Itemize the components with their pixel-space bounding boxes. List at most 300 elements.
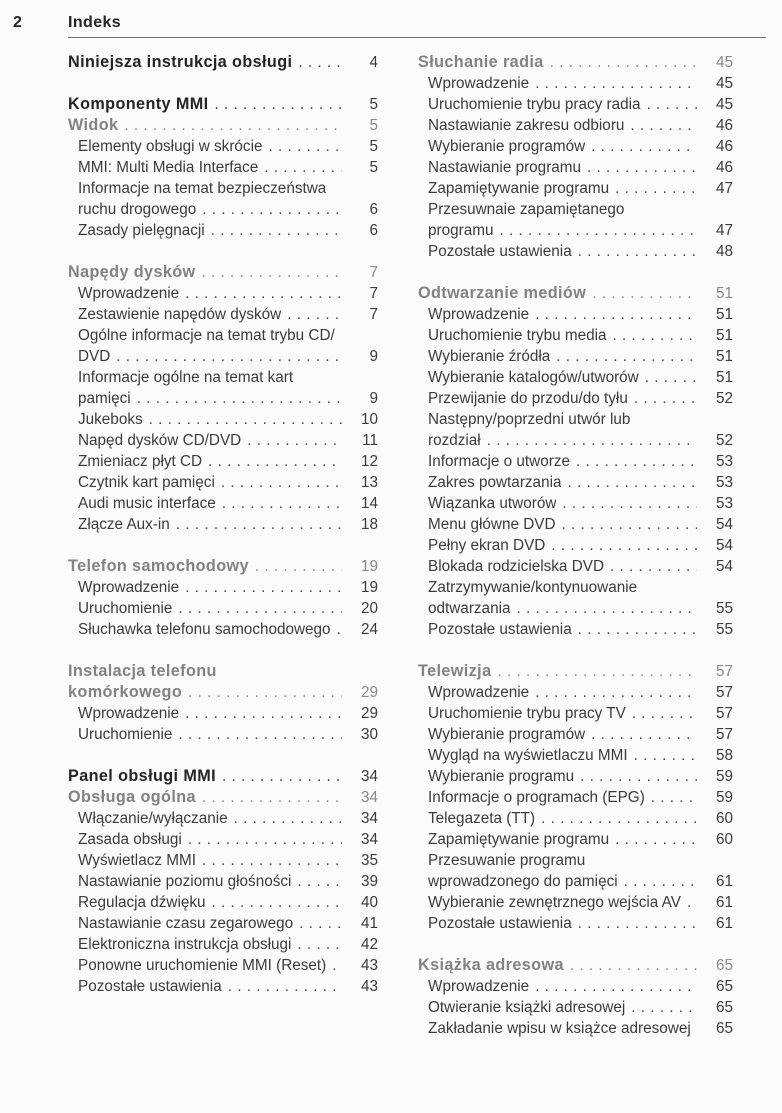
toc-entry-title: Ponowne uruchomienie MMI (Reset) (78, 957, 327, 974)
dot-leader (634, 388, 697, 409)
toc-page-number: 29 (360, 684, 378, 701)
toc-entry-title: Włączanie/wyłączanie (78, 810, 228, 827)
dot-leader (634, 745, 697, 766)
toc-entry-title: Uruchomienie (78, 600, 173, 617)
toc-page-number: 46 (715, 159, 733, 176)
toc-entry (418, 703, 733, 724)
toc-entry-title: Następny/poprzedni utwór lub (428, 411, 631, 428)
toc-page-number: 30 (360, 726, 378, 743)
toc-entry (68, 493, 378, 514)
dot-leader (299, 913, 342, 934)
toc-page-number: 18 (360, 516, 378, 533)
dot-leader (149, 409, 342, 430)
toc-entry-title: Wprowadzenie (428, 306, 530, 323)
toc-entry-title: Odtwarzanie mediów (418, 284, 587, 302)
toc-entry (418, 1018, 733, 1039)
toc-page-number: 52 (715, 432, 733, 449)
toc-entry (68, 178, 378, 199)
toc-entry (68, 598, 378, 619)
toc-entry (418, 367, 733, 388)
dot-leader (211, 220, 342, 241)
toc-entry (418, 346, 733, 367)
dot-leader (578, 913, 697, 934)
toc-entry (68, 409, 378, 430)
dot-leader (535, 73, 697, 94)
dot-leader (562, 514, 697, 535)
dot-leader (185, 703, 342, 724)
toc-page-number: 20 (360, 600, 378, 617)
toc-entry (68, 304, 378, 325)
toc-entry (418, 451, 733, 472)
toc-entry-title: DVD (78, 348, 111, 365)
dot-leader (228, 976, 342, 997)
toc-page-number: 45 (715, 75, 733, 92)
toc-entry (418, 577, 733, 598)
toc-page-number: 5 (369, 159, 378, 176)
dot-leader (613, 325, 697, 346)
toc-entry-title: Nastawianie czasu zegarowego (78, 915, 294, 932)
toc-entry (418, 178, 733, 199)
toc-page-number: 47 (715, 222, 733, 239)
toc-entry (418, 766, 733, 787)
toc-page-number: 53 (715, 453, 733, 470)
toc-page-number: 54 (715, 516, 733, 533)
toc-entry-title: Panel obsługi MMI (68, 767, 216, 785)
dot-leader (202, 850, 342, 871)
toc-page-number: 40 (360, 894, 378, 911)
toc-page-number: 55 (715, 600, 733, 617)
toc-entry (68, 283, 378, 304)
dot-leader (116, 346, 342, 367)
toc-page-number: 57 (715, 663, 733, 680)
toc-entry (68, 577, 378, 598)
toc-entry-title: Przesuwanie programu (428, 852, 586, 869)
toc-entry-title: Ogólne informacje na temat trybu CD/ (78, 327, 335, 344)
toc-page-number: 42 (360, 936, 378, 953)
toc-column-right (418, 52, 733, 1039)
toc-page-number: 10 (360, 411, 378, 428)
dot-leader (269, 136, 343, 157)
toc-page-number: 53 (715, 474, 733, 491)
toc-entry-title: Czytnik kart pamięci (78, 474, 215, 491)
toc-entry-title: Zakres powtarzania (428, 474, 562, 491)
toc-entry (68, 892, 378, 913)
toc-page-number: 51 (715, 285, 733, 302)
page-title: Indeks (68, 14, 122, 31)
toc-entry (68, 955, 378, 976)
toc-entry (68, 808, 378, 829)
dot-leader (578, 619, 697, 640)
toc-entry (418, 430, 733, 451)
toc-entry (418, 283, 733, 304)
toc-page-number: 7 (369, 306, 378, 323)
toc-page-number: 5 (369, 96, 378, 113)
toc-entry-title: Wybieranie katalogów/utworów (428, 369, 639, 386)
toc-entry (418, 73, 733, 94)
dot-leader (297, 934, 342, 955)
toc-entry-title: Blokada rodzicielska DVD (428, 558, 604, 575)
dot-leader (535, 304, 697, 325)
toc-entry-title: Napęd dysków CD/DVD (78, 432, 242, 449)
toc-page-number: 43 (360, 957, 378, 974)
toc-entry-title: Zasady pielęgnacji (78, 222, 205, 239)
toc-entry (68, 766, 378, 787)
toc-entry (418, 892, 733, 913)
toc-entry (68, 829, 378, 850)
dot-leader (208, 451, 342, 472)
toc-page-number: 51 (715, 306, 733, 323)
toc-entry (418, 472, 733, 493)
toc-entry-title: Widok (68, 116, 119, 134)
toc-page-number: 65 (715, 999, 733, 1016)
dot-leader (556, 346, 697, 367)
toc-entry-title: Zapamiętywanie programu (428, 180, 610, 197)
toc-entry (418, 871, 733, 892)
toc-page-number: 43 (360, 978, 378, 995)
dot-leader (487, 430, 697, 451)
toc-page-number: 65 (715, 957, 733, 974)
toc-entry-title: Informacje o utworze (428, 453, 570, 470)
dot-leader (562, 493, 697, 514)
toc-entry (418, 829, 733, 850)
toc-page-number: 19 (360, 579, 378, 596)
toc-entry-title: Pozostałe ustawienia (428, 621, 572, 638)
toc-page-number: 48 (715, 243, 733, 260)
dot-leader (332, 955, 342, 976)
toc-page-number: 54 (715, 558, 733, 575)
toc-entry (418, 556, 733, 577)
toc-entry-title: ruchu drogowego (78, 201, 197, 218)
toc-page-number: 41 (360, 915, 378, 932)
toc-entry-title: MMI: Multi Media Interface (78, 159, 259, 176)
dot-leader (124, 115, 342, 136)
dot-leader (176, 514, 342, 535)
toc-entry (68, 661, 378, 682)
toc-page-number: 9 (369, 348, 378, 365)
dot-leader (264, 157, 342, 178)
toc-entry-title: Wprowadzenie (78, 705, 180, 722)
toc-entry-title: Wybieranie programu (428, 768, 575, 785)
toc-page-number: 7 (369, 264, 378, 281)
dot-leader (298, 52, 342, 73)
toc-page-number: 60 (715, 810, 733, 827)
dot-leader (222, 766, 342, 787)
dot-leader (687, 892, 697, 913)
toc-page-number: 51 (715, 369, 733, 386)
toc-entry-title: Elementy obsługi w skrócie (78, 138, 263, 155)
toc-entry-title: Uruchomienie trybu pracy TV (428, 705, 626, 722)
toc-page-number: 65 (715, 978, 733, 995)
dot-leader (516, 598, 697, 619)
toc-page-number: 53 (715, 495, 733, 512)
dot-leader (212, 892, 342, 913)
toc-page-number: 61 (715, 915, 733, 932)
toc-entry-title: Zakładanie wpisu w książce adresowej (428, 1020, 691, 1037)
toc-entry (68, 787, 378, 808)
dot-leader (535, 682, 697, 703)
toc-entry-title: Wybieranie źródła (428, 348, 551, 365)
toc-entry-title: Telefon samochodowy (68, 557, 249, 575)
toc-entry-title: wprowadzonego do pamięci (428, 873, 618, 890)
toc-entry (68, 325, 378, 346)
toc-page-number: 59 (715, 789, 733, 806)
toc-entry-title: Zapamiętywanie programu (428, 831, 610, 848)
dot-leader (591, 724, 697, 745)
dot-leader (570, 955, 697, 976)
dot-leader (178, 598, 342, 619)
toc-page-number: 46 (715, 138, 733, 155)
toc-entry-title: Nastawianie poziomu głośności (78, 873, 292, 890)
toc-entry (418, 976, 733, 997)
header-divider (68, 37, 766, 38)
toc-entry-title: Regulacja dźwięku (78, 894, 206, 911)
toc-entry-title: Wybieranie programów (428, 138, 586, 155)
dot-leader (202, 199, 342, 220)
toc-entry (418, 598, 733, 619)
toc-entry-title: Otwieranie książki adresowej (428, 999, 626, 1016)
toc-entry (418, 409, 733, 430)
toc-entry-title: Audi music interface (78, 495, 216, 512)
toc-page-number: 6 (369, 222, 378, 239)
toc-entry-title: Wyświetlacz MMI (78, 852, 196, 869)
toc-entry (418, 199, 733, 220)
toc-page-number: 29 (360, 705, 378, 722)
dot-leader (567, 472, 697, 493)
toc-page-number: 51 (715, 327, 733, 344)
toc-entry (418, 913, 733, 934)
toc-entry-title: Wiązanka utworów (428, 495, 557, 512)
dot-leader (551, 535, 697, 556)
toc-entry-title: Zestawienie napędów dysków (78, 306, 282, 323)
toc-entry-title: Informacje na temat bezpieczeństwa (78, 180, 327, 197)
toc-entry-title: Złącze Aux-in (78, 516, 170, 533)
toc-page-number: 61 (715, 894, 733, 911)
toc-entry (418, 619, 733, 640)
dot-leader (214, 94, 342, 115)
toc-entry-title: Nastawianie zakresu odbioru (428, 117, 625, 134)
dot-leader (591, 136, 697, 157)
dot-leader (255, 556, 342, 577)
toc-entry-title: Telewizja (418, 662, 492, 680)
toc-page-number: 45 (715, 54, 733, 71)
toc-entry-title: Pozostałe ustawienia (78, 978, 222, 995)
dot-leader (615, 829, 697, 850)
toc-entry-title: Książka adresowa (418, 956, 564, 974)
toc-entry (418, 304, 733, 325)
toc-entry-title: Zasada obsługi (78, 831, 182, 848)
toc-entry (418, 808, 733, 829)
toc-entry (68, 199, 378, 220)
toc-page-number: 34 (360, 768, 378, 785)
toc-page-number: 34 (360, 810, 378, 827)
dot-leader (287, 304, 342, 325)
toc-page-number: 55 (715, 621, 733, 638)
toc-entry (418, 157, 733, 178)
dot-leader (647, 94, 697, 115)
toc-entry-title: Wprowadzenie (78, 579, 180, 596)
toc-page-number: 58 (715, 747, 733, 764)
toc-entry (68, 115, 378, 136)
toc-entry-title: Wprowadzenie (428, 684, 530, 701)
toc-entry (418, 115, 733, 136)
toc-entry-title: Nastawianie programu (428, 159, 582, 176)
dot-leader (632, 703, 697, 724)
toc-page-number: 52 (715, 390, 733, 407)
toc-entry (68, 703, 378, 724)
toc-entry-title: Zmieniacz płyt CD (78, 453, 203, 470)
toc-entry (418, 850, 733, 871)
toc-entry-title: Uruchomienie trybu pracy radia (428, 96, 641, 113)
dot-leader (221, 472, 342, 493)
toc-entry-title: Instalacja telefonu (68, 662, 217, 680)
toc-entry (68, 388, 378, 409)
toc-entry-title: pamięci (78, 390, 131, 407)
dot-leader (137, 388, 342, 409)
toc-page-number: 24 (360, 621, 378, 638)
toc-page-number: 39 (360, 873, 378, 890)
toc-entry (418, 241, 733, 262)
toc-entry (68, 157, 378, 178)
dot-leader (185, 577, 342, 598)
toc-entry (418, 388, 733, 409)
toc-entry-title: Przewijanie do przodu/do tyłu (428, 390, 628, 407)
toc-entry-title: Wygląd na wyświetlaczu MMI (428, 747, 628, 764)
dot-leader (188, 829, 342, 850)
toc-page-number: 34 (360, 789, 378, 806)
dot-leader (610, 556, 697, 577)
toc-entry-title: Jukeboks (78, 411, 143, 428)
toc-entry (68, 472, 378, 493)
toc-page-number: 5 (369, 117, 378, 134)
toc-page-number: 61 (715, 873, 733, 890)
toc-entry (68, 346, 378, 367)
toc-entry-title: Uruchomienie (78, 726, 173, 743)
toc-entry (418, 997, 733, 1018)
toc-entry (418, 514, 733, 535)
toc-entry (418, 94, 733, 115)
dot-leader (541, 808, 697, 829)
toc-entry-title: Niniejsza instrukcja obsługi (68, 53, 293, 71)
toc-page-number: 35 (360, 852, 378, 869)
toc-page-number: 4 (369, 54, 378, 71)
toc-page-number: 11 (362, 432, 378, 449)
toc-entry (418, 724, 733, 745)
toc-entry-title: Telegazeta (TT) (428, 810, 536, 827)
dot-leader (587, 157, 697, 178)
dot-leader (645, 367, 697, 388)
toc-entry (68, 850, 378, 871)
toc-entry-title: Elektroniczna instrukcja obsługi (78, 936, 292, 953)
toc-entry (68, 556, 378, 577)
toc-page-number: 12 (360, 453, 378, 470)
dot-leader (592, 283, 697, 304)
toc-page-number: 9 (369, 390, 378, 407)
toc-entry-title: Pełny ekran DVD (428, 537, 546, 554)
toc-entry (68, 430, 378, 451)
toc-entry (418, 682, 733, 703)
dot-leader (202, 787, 342, 808)
dot-leader (615, 178, 697, 199)
toc-entry-title: Wprowadzenie (428, 75, 530, 92)
toc-entry-title: Informacje ogólne na temat kart (78, 369, 294, 386)
toc-entry (68, 619, 378, 640)
toc-entry (68, 514, 378, 535)
toc-entry (418, 745, 733, 766)
toc-page-number: 57 (715, 726, 733, 743)
dot-leader (202, 262, 342, 283)
toc-page-number: 45 (715, 96, 733, 113)
toc-entry (418, 325, 733, 346)
toc-page-number: 14 (360, 495, 378, 512)
toc-entry (68, 220, 378, 241)
dot-leader (631, 997, 697, 1018)
dot-leader (651, 787, 697, 808)
toc-entry (418, 52, 733, 73)
toc-entry-title: Obsługa ogólna (68, 788, 196, 806)
dot-leader (337, 619, 342, 640)
toc-page-number: 46 (715, 117, 733, 134)
toc-entry-title: Menu główne DVD (428, 516, 556, 533)
toc-page-number: 7 (369, 285, 378, 302)
toc-entry (68, 976, 378, 997)
toc-entry-title: komórkowego (68, 683, 183, 701)
toc-page-number: 65 (715, 1020, 733, 1037)
toc-entry (68, 682, 378, 703)
dot-leader (550, 52, 697, 73)
toc-entry-title: Pozostałe ustawienia (428, 243, 572, 260)
dot-leader (499, 220, 697, 241)
toc-entry (418, 493, 733, 514)
dot-leader (580, 766, 697, 787)
toc-entry (68, 94, 378, 115)
page-number: 2 (13, 14, 22, 31)
toc-entry (68, 136, 378, 157)
toc-entry-title: Informacje o programach (EPG) (428, 789, 645, 806)
toc-entry-title: Wprowadzenie (428, 978, 530, 995)
dot-leader (247, 430, 342, 451)
toc-entry (68, 724, 378, 745)
toc-entry-title: Napędy dysków (68, 263, 196, 281)
toc-page-number: 59 (715, 768, 733, 785)
toc-entry (68, 367, 378, 388)
toc-entry-title: Pozostałe ustawienia (428, 915, 572, 932)
toc-page-number: 13 (360, 474, 378, 491)
dot-leader (188, 682, 342, 703)
toc-entry (418, 535, 733, 556)
toc-page-number: 54 (715, 537, 733, 554)
dot-leader (497, 661, 697, 682)
toc-entry (418, 136, 733, 157)
toc-page-number: 5 (369, 138, 378, 155)
dot-leader (630, 115, 697, 136)
dot-leader (297, 871, 342, 892)
dot-leader (222, 493, 342, 514)
toc-entry (68, 871, 378, 892)
dot-leader (178, 724, 342, 745)
toc-page-number: 57 (715, 705, 733, 722)
toc-entry-title: Uruchomienie trybu media (428, 327, 607, 344)
dot-leader (535, 976, 697, 997)
toc-entry (68, 262, 378, 283)
toc-page-number: 47 (715, 180, 733, 197)
toc-page-number: 60 (715, 831, 733, 848)
toc-entry-title: Słuchanie radia (418, 53, 544, 71)
dot-leader (576, 451, 697, 472)
dot-leader (185, 283, 342, 304)
toc-page-number: 6 (369, 201, 378, 218)
toc-entry (418, 955, 733, 976)
dot-leader (624, 871, 697, 892)
